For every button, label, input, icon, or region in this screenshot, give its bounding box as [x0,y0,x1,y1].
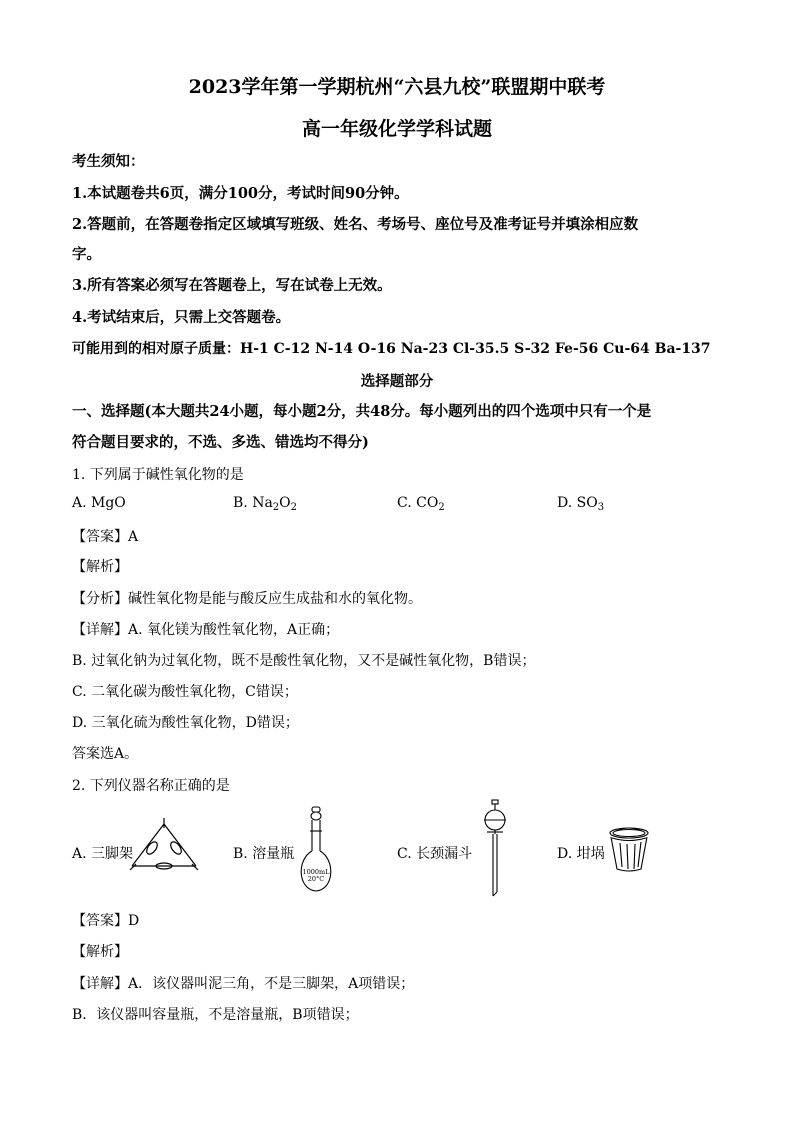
crucible-icon [608,827,650,873]
q2-option-b: B. 溶量瓶 [233,846,295,862]
q1-line-3: B. 过氧化钠为过氧化物，既不是酸性氧化物，又不是碱性氧化物，B错误； [72,653,536,669]
q1-analysis-tag: 【解析】 [72,559,128,575]
section-intro-2: 符合题目要求的，不选、多选、错选均不得分) [72,434,369,451]
notice-heading: 考生须知： [72,153,145,170]
q2-answer: 【答案】D [72,913,140,929]
q1-line-2: 【详解】A. 氧化镁为酸性氧化物，A正确； [72,622,340,638]
q2-line-1: 【详解】A．该仪器叫泥三角，不是三脚架，A项错误； [72,976,415,992]
q1-answer: 【答案】A [72,529,139,545]
notice-item-4: 4.考试结束后，只需上交答题卷。 [72,309,291,326]
q1-stem: 1. 下列属于碱性氧化物的是 [72,467,244,483]
q2-analysis-tag: 【解析】 [72,944,128,960]
q1-option-a: A. MgO [72,495,126,511]
flask-label: 1000mL 20°C [302,868,330,883]
notice-item-3: 3.所有答案必须写在答题卷上，写在试卷上无效。 [72,277,392,294]
exam-title: 2023学年第一学期杭州“六县九校”联盟期中联考 [188,76,606,98]
notice-item-1: 1.本试题卷共6页，满分100分，考试时间90分钟。 [72,185,409,202]
q1-line-6: 答案选A。 [72,746,139,762]
q2-line-2: B．该仪器叫容量瓶，不是溶量瓶，B项错误； [72,1007,359,1023]
q1-option-d: D. $SO_3$ [557,495,605,513]
q2-option-d: D. 坩埚 [557,846,605,862]
q1-line-4: C. 二氧化碳为酸性氧化物，C错误； [72,684,298,700]
atomic-masses: 可能用到的相对原子质量：H-1 C-12 N-14 O-16 Na-23 Cl-35.5 S-32 Fe-56 Cu-64 Ba-137 [72,341,711,357]
q2-option-a: A. 三脚架 [72,846,134,862]
notice-item-2-cont: 字。 [72,246,101,263]
funnel-icon [480,800,510,900]
q1-line-5: D. 三氧化硫为酸性氧化物，D错误； [72,715,299,731]
q1-option-c: C. $CO_2$ [397,495,445,513]
section-label: 选择题部分 [360,373,434,390]
exam-subtitle: 高一年级化学学科试题 [301,118,492,140]
section-intro-1: 一、选择题(本大题共24小题，每小题2分，共48分。每小题列出的四个选项中只有一个是 [72,403,652,420]
q2-stem: 2. 下列仪器名称正确的是 [72,778,230,794]
clay-triangle-icon [130,818,198,878]
q1-option-b: B. $Na_2O_2$ [233,495,298,513]
q1-line-1: 【分析】碱性氧化物是能与酸反应生成盐和水的氧化物。 [72,591,422,607]
q2-option-c: C. 长颈漏斗 [397,846,473,862]
notice-item-2: 2.答题前，在答题卷指定区域填写班级、姓名、考场号、座位号及准考证号并填涂相应数 [72,216,639,233]
